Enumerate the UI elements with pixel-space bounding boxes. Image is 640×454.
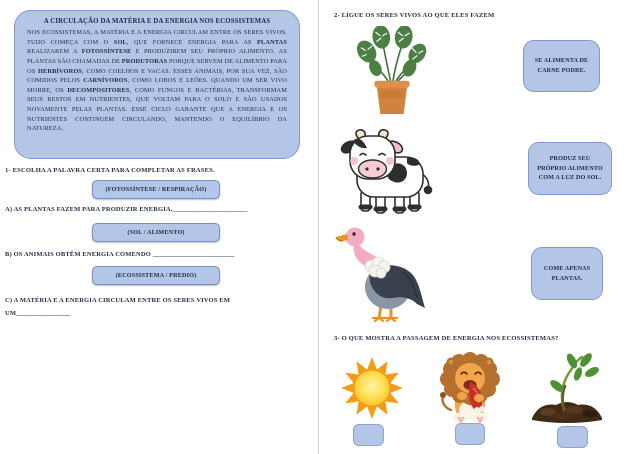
lion-eating-meat-image bbox=[437, 352, 505, 428]
intro-text-box bbox=[14, 10, 300, 159]
q1-item-a: A) AS PLANTAS FAZEM PARA PRODUZIR ENERGIA.______________________ bbox=[5, 206, 248, 213]
q2-match-box-eats-plants: COME APENAS PLANTAS. bbox=[531, 247, 603, 300]
q1-item-b: B) OS ANIMAIS OBTÊM ENERGIA COMENDO ________________________ bbox=[5, 251, 235, 258]
q3-answer-box-sun bbox=[353, 424, 384, 446]
lion-icon bbox=[437, 352, 505, 428]
q1-item-c-line2: UM________________ bbox=[5, 310, 71, 317]
vulture-icon bbox=[333, 224, 435, 323]
cow-image bbox=[333, 123, 436, 226]
q2-match-box-rotten-meat: SE ALIMENTA DE CARNE PODRE. bbox=[523, 40, 600, 92]
q1-heading: 1- ESCOLHA A PALAVRA CERTA PARA COMPLETAR AS FRASES. bbox=[5, 167, 215, 174]
intro-title: A CIRCULAÇÃO DA MATÉRIA E DA ENERGIA NOS ECOSSISTEMAS bbox=[43, 18, 271, 25]
q1-option-box-a: (FOTOSSÍNTESE / RESPIRAÇÃO) bbox=[92, 180, 220, 199]
intro-body: NOS ECOSSISTEMAS, A MATÉRIA E A ENERGIA CIRCULAM ENTRE OS SERES VIVOS. TUDO COMEÇA COM O SOL, QUE FORNECE ENERGIA PARA AS PLANTAS REALIZAREM A FOTOSSÍNTESE E PRODUZIREM SEU PRÓPRIO ALIMENTO. AS PLANTAS SÃO CHAMADAS DE PRODUTORAS PORQUE SERVEM DE ALIMENTO PARA OS HERBÍVOROS, COMO COELHOS E VACAS. ESSES ANIMAIS, POR SUA VEZ, SÃO COMIDOS PELOS CARNÍVOROS, COMO LOBOS E LEÕES. QUANDO UM SER VIVO MORRE, OS DECOMPOSITORES, COMO FUNGOS E BACTÉRIAS, TRANSFORMAM SEUS RESTOS EM NUTRIENTES, QUE VOLTAM PARA O SOLO E SÃO USADOS NOVAMENTE PELAS PLANTAS. ESSE CICLO GARANTE QUE A ENERGIA E OS NUTRIENTES CONTINUEM CIRCULANDO, MANTENDO O EQUILÍBRIO DA NATUREZA. bbox=[27, 29, 288, 133]
page-2 bbox=[318, 0, 640, 454]
potted-plant-icon bbox=[353, 26, 431, 119]
page-1 bbox=[0, 0, 318, 454]
q1-item-c-line1: C) A MATÉRIA E A ENERGIA CIRCULAM ENTRE OS SERES VIVOS EM bbox=[5, 297, 231, 304]
cow-icon bbox=[333, 123, 436, 226]
sun-icon bbox=[339, 355, 405, 421]
q1-option-box-c: (ECOSSISTEMA / PREDIO) bbox=[92, 266, 220, 285]
q3-answer-box-lion bbox=[455, 423, 485, 445]
q3-heading: 3- O QUE MOSTRA A PASSAGEM DE ENERGIA NOS ECOSSISTEMAS? bbox=[334, 335, 559, 342]
q3-answer-box-seedling bbox=[557, 426, 588, 448]
q1-option-box-b: (SOL / ALIMENTO) bbox=[92, 223, 220, 242]
seedling-icon bbox=[526, 348, 608, 426]
vulture-image bbox=[333, 224, 435, 323]
potted-plant-image bbox=[353, 26, 431, 119]
q2-heading: 2- LIGUE OS SERES VIVOS AO QUE ELES FAZEM bbox=[334, 12, 495, 19]
q2-match-box-photosynthesis: PRODUZ SEU PRÓPRIO ALIMENTO COM A LUZ DO SOL. bbox=[528, 142, 612, 195]
sun-image bbox=[339, 355, 405, 421]
seedling-image bbox=[526, 348, 608, 426]
